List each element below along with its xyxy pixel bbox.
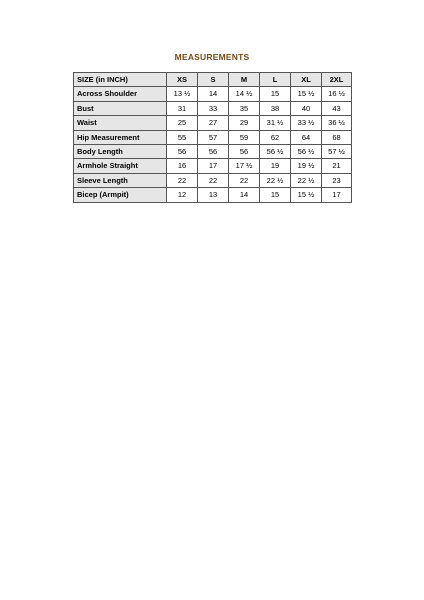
row-label: Bust: [74, 101, 167, 115]
table-cell: 17: [198, 159, 229, 173]
table-row: [74, 173, 352, 187]
table-cell: 21: [322, 159, 352, 173]
table-cell: 22: [198, 173, 229, 187]
table-cell: 12: [167, 188, 198, 202]
table-cell: 33: [198, 101, 229, 115]
table-cell: 15: [260, 188, 291, 202]
table-cell: 19 ½: [291, 159, 322, 173]
table-cell: 16: [167, 159, 198, 173]
table-cell: 29: [229, 116, 260, 130]
size-header: XL: [291, 73, 322, 87]
table-row: [74, 188, 352, 202]
table-cell: 57 ½: [322, 144, 352, 158]
table-cell: 57: [198, 130, 229, 144]
row-label: Across Shoulder: [74, 87, 167, 101]
table-cell: 33 ½: [291, 116, 322, 130]
row-label: Hip Measurement: [74, 130, 167, 144]
table-cell: 23: [322, 173, 352, 187]
table-cell: 17: [322, 188, 352, 202]
table-cell: 14 ½: [229, 87, 260, 101]
table-row: [74, 87, 352, 101]
row-label: Body Length: [74, 144, 167, 158]
table-cell: 68: [322, 130, 352, 144]
table-cell: 40: [291, 101, 322, 115]
size-header: 2XL: [322, 73, 352, 87]
table-cell: 56: [198, 144, 229, 158]
table-cell: 15 ½: [291, 188, 322, 202]
table-cell: 36 ½: [322, 116, 352, 130]
table-cell: 19: [260, 159, 291, 173]
size-header: XS: [167, 73, 198, 87]
row-label: Bicep (Armpit): [74, 188, 167, 202]
size-chart-table: [73, 72, 352, 203]
table-cell: 13 ½: [167, 87, 198, 101]
table-row: [74, 130, 352, 144]
table-cell: 25: [167, 116, 198, 130]
corner-label: SIZE (in INCH): [74, 73, 167, 87]
row-label: Sleeve Length: [74, 173, 167, 187]
table-cell: 31: [167, 101, 198, 115]
table-cell: 27: [198, 116, 229, 130]
table-cell: 22: [167, 173, 198, 187]
table-cell: 15 ½: [291, 87, 322, 101]
page-title: MEASUREMENTS: [174, 52, 250, 62]
size-header: M: [229, 73, 260, 87]
table-cell: 16 ½: [322, 87, 352, 101]
table-cell: 56 ½: [291, 144, 322, 158]
table-cell: 31 ½: [260, 116, 291, 130]
table-cell: 14: [198, 87, 229, 101]
size-header: L: [260, 73, 291, 87]
table-cell: 56: [229, 144, 260, 158]
size-header: S: [198, 73, 229, 87]
table-cell: 13: [198, 188, 229, 202]
table-row: [74, 159, 352, 173]
table-cell: 64: [291, 130, 322, 144]
table-row: [74, 116, 352, 130]
table-cell: 22: [229, 173, 260, 187]
table-cell: 22 ½: [291, 173, 322, 187]
table-cell: 17 ½: [229, 159, 260, 173]
table-body: [74, 87, 352, 202]
table-cell: 56: [167, 144, 198, 158]
table-cell: 62: [260, 130, 291, 144]
row-label: Waist: [74, 116, 167, 130]
table-cell: 15: [260, 87, 291, 101]
table-row: [74, 101, 352, 115]
table-cell: 55: [167, 130, 198, 144]
table-cell: 43: [322, 101, 352, 115]
table-cell: 59: [229, 130, 260, 144]
row-label: Armhole Straight: [74, 159, 167, 173]
table-row: [74, 144, 352, 158]
table-cell: 56 ½: [260, 144, 291, 158]
table-cell: 35: [229, 101, 260, 115]
table-cell: 38: [260, 101, 291, 115]
table-cell: 14: [229, 188, 260, 202]
table-cell: 22 ½: [260, 173, 291, 187]
table-header-row: [74, 73, 352, 87]
